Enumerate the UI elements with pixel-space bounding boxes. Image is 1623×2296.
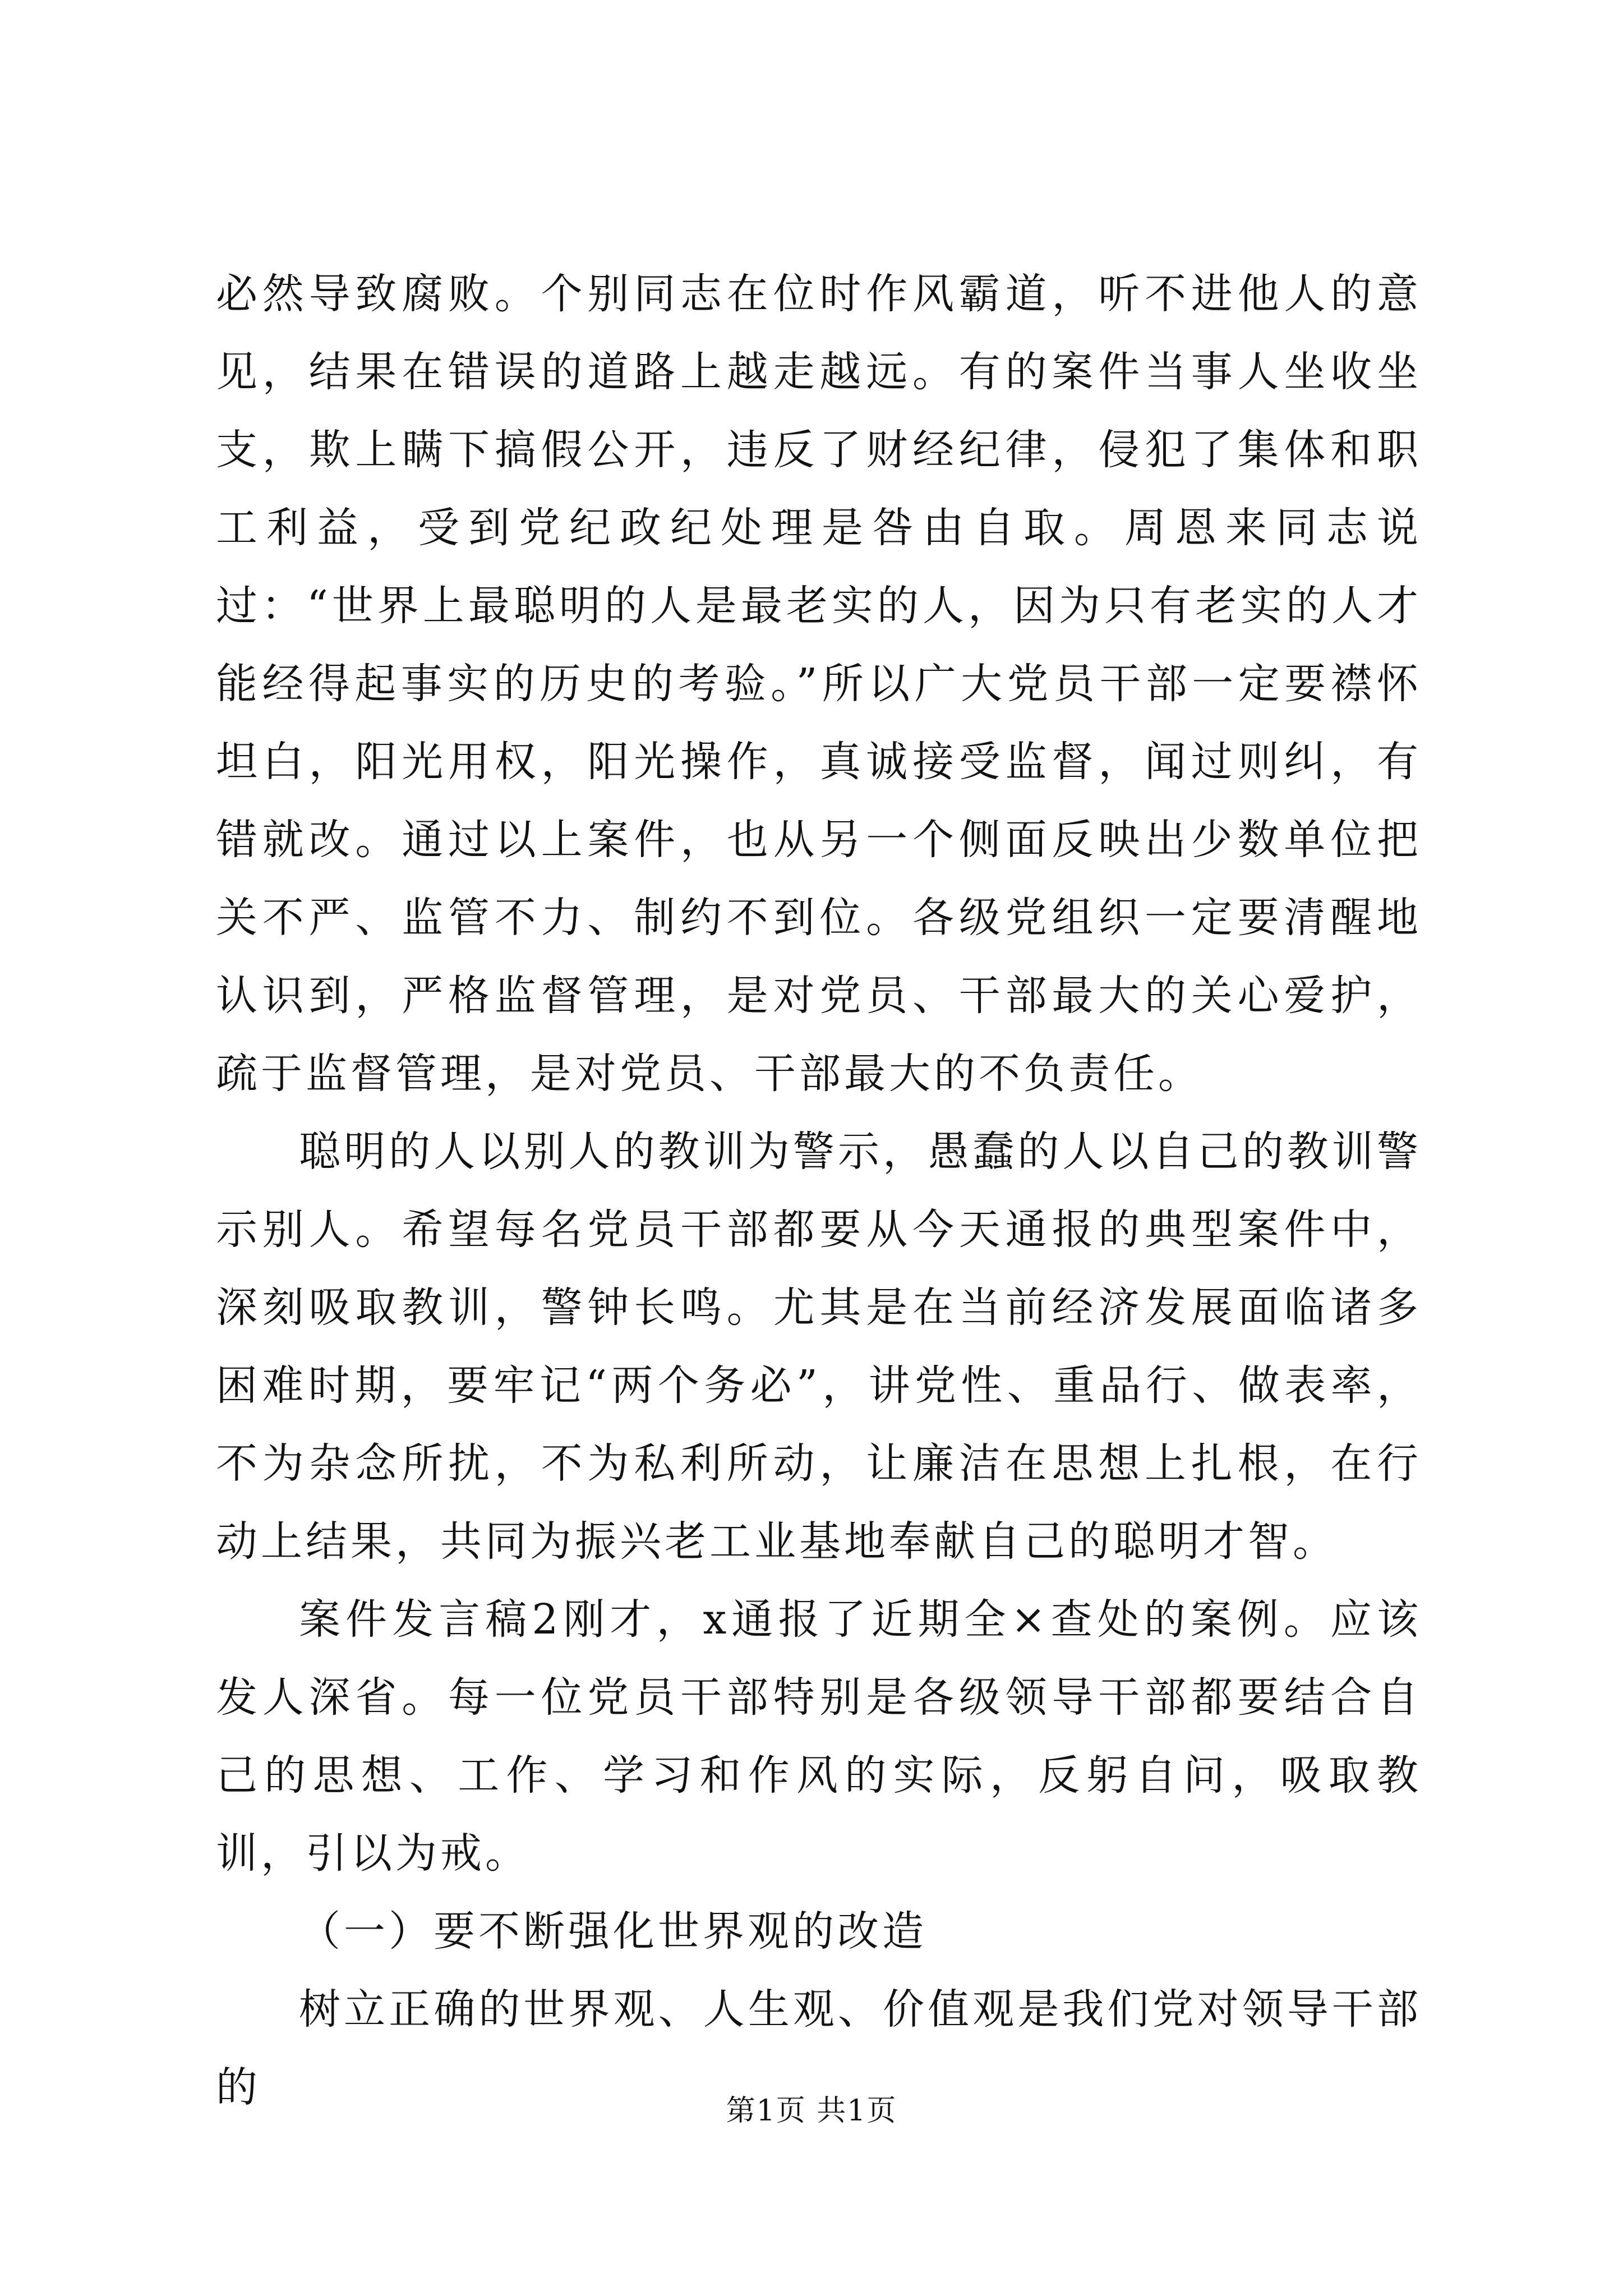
- page-footer: 第1页 共1页: [726, 2094, 897, 2128]
- document-body: [216, 255, 1422, 2127]
- paragraph-2: 聪明的人以别人的教训为警示，愚蠢的人以自己的教训警示别人。希望每名党员干部都要从今天通报的典型案件中，深刻吸取教训，警钟长鸣。尤其是在当前经济发展面临诸多困难时期，要牢记“两个务必”，讲党性、重品行、做表率，不为杂念所扰，不为私利所动，让廉洁在思想上扎根，在行动上结果，共同为振兴老工业基地奉献自己的聪明才智。: [216, 1128, 1422, 1566]
- paragraph-4: 树立正确的世界观、人生观、价值观是我们党对领导干部的: [216, 1985, 1422, 2111]
- paragraph-3: 案件发言稿2刚才，x通报了近期全×查处的案例。应该发人深省。每一位党员干部特别是各级领导干部都要结合自己的思想、工作、学习和作风的实际，反躬自问，吸取教训，引以为戒。: [216, 1595, 1422, 1878]
- section-heading: （一）要不断强化世界观的改造: [299, 1907, 927, 1955]
- paragraph-1: 必然导致腐败。个别同志在位时作风霸道，听不进他人的意见，结果在错误的道路上越走越远。有的案件当事人坐收坐支，欺上瞒下搞假公开，违反了财经纪律，侵犯了集体和职工利益，受到党纪政纪处理是咎由自取。周恩来同志说过：“世界上最聪明的人是最老实的人，因为只有老实的人才能经得起事实的历史的考验。”所以广大党员干部一定要襟怀坦白，阳光用权，阳光操作，真诚接受监督，闻过则纠，有错就改。通过以上案件，也从另一个侧面反映出少数单位把关不严、监管不力、制约不到位。各级党组织一定要清醒地认识到，严格监督管理，是对党员、干部最大的关心爱护，疏于监督管理，是对党员、干部最大的不负责任。: [216, 270, 1422, 1098]
